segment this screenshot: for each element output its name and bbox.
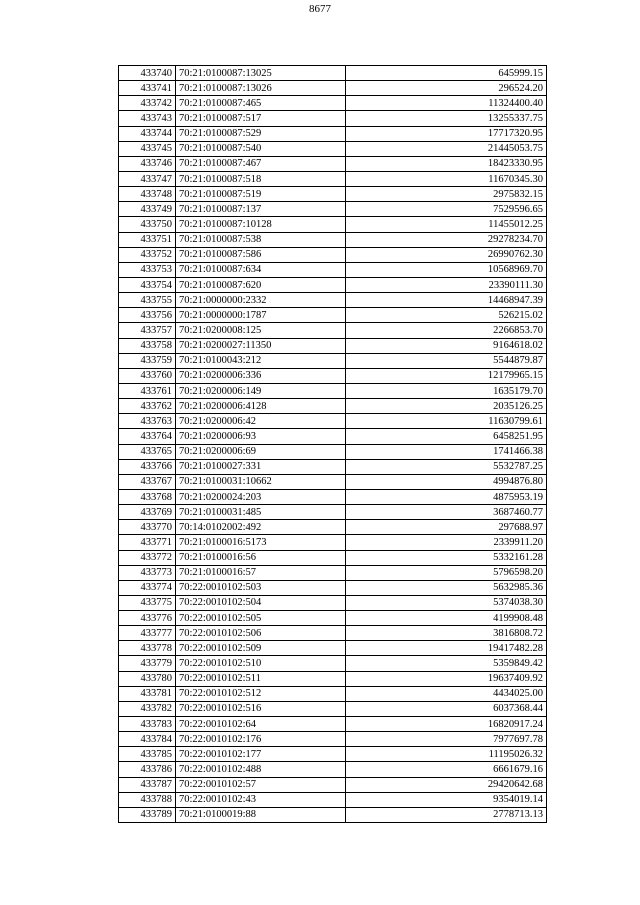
- cadastral-value-cell: 645999.15: [346, 66, 547, 81]
- cadastral-number-cell: 70:21:0100031:10662: [176, 474, 346, 489]
- cadastral-value-cell: 16820917.24: [346, 717, 547, 732]
- cadastral-value-cell: 11670345.30: [346, 171, 547, 186]
- table-row: [119, 717, 547, 732]
- cadastral-number-cell: 70:21:0000000:2332: [176, 293, 346, 308]
- row-number-cell: 433760: [119, 368, 176, 383]
- row-number-cell: 433745: [119, 141, 176, 156]
- page-number: 8677: [309, 3, 331, 15]
- table-row: [119, 111, 547, 126]
- cadastral-value-cell: 7977697.78: [346, 732, 547, 747]
- table-row: [119, 807, 547, 822]
- table-row: [119, 474, 547, 489]
- cadastral-number-cell: 70:21:0100027:331: [176, 459, 346, 474]
- table-row: [119, 580, 547, 595]
- cadastral-number-cell: 70:21:0100087:10128: [176, 217, 346, 232]
- row-number-cell: 433770: [119, 520, 176, 535]
- table-row: [119, 671, 547, 686]
- cadastral-number-cell: 70:21:0100087:538: [176, 232, 346, 247]
- row-number-cell: 433779: [119, 656, 176, 671]
- table-row: [119, 792, 547, 807]
- row-number-cell: 433743: [119, 111, 176, 126]
- table-row: [119, 611, 547, 626]
- cadastral-number-cell: 70:21:0100087:529: [176, 126, 346, 141]
- table-row: [119, 762, 547, 777]
- cadastral-number-cell: 70:21:0100087:467: [176, 156, 346, 171]
- table-row: [119, 353, 547, 368]
- row-number-cell: 433763: [119, 414, 176, 429]
- table-row: [119, 429, 547, 444]
- row-number-cell: 433764: [119, 429, 176, 444]
- cadastral-number-cell: 70:22:0010102:64: [176, 717, 346, 732]
- table-row: [119, 187, 547, 202]
- row-number-cell: 433775: [119, 595, 176, 610]
- cadastral-number-cell: 70:21:0100031:485: [176, 505, 346, 520]
- row-number-cell: 433771: [119, 535, 176, 550]
- cadastral-value-cell: 5359849.42: [346, 656, 547, 671]
- cadastral-number-cell: 70:21:0200006:149: [176, 383, 346, 398]
- row-number-cell: 433758: [119, 338, 176, 353]
- row-number-cell: 433777: [119, 626, 176, 641]
- table-row: [119, 686, 547, 701]
- row-number-cell: 433754: [119, 277, 176, 292]
- row-number-cell: 433787: [119, 777, 176, 792]
- cadastral-value-cell: 11324400.40: [346, 96, 547, 111]
- cadastral-value-cell: 9164618.02: [346, 338, 547, 353]
- row-number-cell: 433744: [119, 126, 176, 141]
- table-row: [119, 126, 547, 141]
- row-number-cell: 433746: [119, 156, 176, 171]
- cadastral-number-cell: 70:21:0100087:540: [176, 141, 346, 156]
- cadastral-value-cell: 26990762.30: [346, 247, 547, 262]
- cadastral-number-cell: 70:22:0010102:505: [176, 611, 346, 626]
- table-row: [119, 141, 547, 156]
- cadastral-value-cell: 11630799.61: [346, 414, 547, 429]
- cadastral-value-cell: 2339911.20: [346, 535, 547, 550]
- cadastral-number-cell: 70:14:0102002:492: [176, 520, 346, 535]
- cadastral-value-cell: 23390111.30: [346, 277, 547, 292]
- row-number-cell: 433780: [119, 671, 176, 686]
- table-row: [119, 535, 547, 550]
- cadastral-value-cell: 5332161.28: [346, 550, 547, 565]
- table-row: [119, 277, 547, 292]
- cadastral-number-cell: 70:21:0100087:519: [176, 187, 346, 202]
- cadastral-value-cell: 3816808.72: [346, 626, 547, 641]
- cadastral-value-cell: 11195026.32: [346, 747, 547, 762]
- table-row: [119, 550, 547, 565]
- row-number-cell: 433756: [119, 308, 176, 323]
- table-row: [119, 505, 547, 520]
- row-number-cell: 433762: [119, 399, 176, 414]
- row-number-cell: 433748: [119, 187, 176, 202]
- table-row: [119, 217, 547, 232]
- cadastral-number-cell: 70:21:0100087:634: [176, 262, 346, 277]
- table-row: [119, 641, 547, 656]
- table-row: [119, 656, 547, 671]
- table-row: [119, 732, 547, 747]
- table-row: [119, 171, 547, 186]
- cadastral-value-cell: 18423330.95: [346, 156, 547, 171]
- table-row: [119, 414, 547, 429]
- cadastral-number-cell: 70:21:0100016:56: [176, 550, 346, 565]
- table-row: [119, 368, 547, 383]
- cadastral-value-cell: 14468947.39: [346, 293, 547, 308]
- cadastral-number-cell: 70:22:0010102:504: [176, 595, 346, 610]
- table-row: [119, 66, 547, 81]
- cadastral-value-cell: 19637409.92: [346, 671, 547, 686]
- cadastral-number-cell: 70:21:0100087:518: [176, 171, 346, 186]
- cadastral-value-cell: 17717320.95: [346, 126, 547, 141]
- row-number-cell: 433759: [119, 353, 176, 368]
- cadastral-value-cell: 5532787.25: [346, 459, 547, 474]
- cadastral-value-cell: 526215.02: [346, 308, 547, 323]
- table-row: [119, 202, 547, 217]
- row-number-cell: 433773: [119, 565, 176, 580]
- cadastral-number-cell: 70:21:0100087:586: [176, 247, 346, 262]
- cadastral-value-cell: 4434025.00: [346, 686, 547, 701]
- table-row: [119, 444, 547, 459]
- row-number-cell: 433786: [119, 762, 176, 777]
- cadastral-number-cell: 70:22:0010102:176: [176, 732, 346, 747]
- row-number-cell: 433776: [119, 611, 176, 626]
- cadastral-value-cell: 3687460.77: [346, 505, 547, 520]
- cadastral-value-cell: 7529596.65: [346, 202, 547, 217]
- cadastral-number-cell: 70:22:0010102:506: [176, 626, 346, 641]
- cadastral-value-cell: 11455012.25: [346, 217, 547, 232]
- table-row: [119, 459, 547, 474]
- row-number-cell: 433747: [119, 171, 176, 186]
- row-number-cell: 433755: [119, 293, 176, 308]
- row-number-cell: 433783: [119, 717, 176, 732]
- cadastral-value-cell: 29420642.68: [346, 777, 547, 792]
- row-number-cell: 433741: [119, 81, 176, 96]
- cadastral-value-cell: 1741466.38: [346, 444, 547, 459]
- row-number-cell: 433749: [119, 202, 176, 217]
- row-number-cell: 433761: [119, 383, 176, 398]
- cadastral-number-cell: 70:21:0200006:93: [176, 429, 346, 444]
- row-number-cell: 433750: [119, 217, 176, 232]
- row-number-cell: 433788: [119, 792, 176, 807]
- cadastral-number-cell: 70:22:0010102:177: [176, 747, 346, 762]
- cadastral-value-cell: 1635179.70: [346, 383, 547, 398]
- table-row: [119, 565, 547, 580]
- cadastral-value-cell: 21445053.75: [346, 141, 547, 156]
- row-number-cell: 433781: [119, 686, 176, 701]
- table-row: [119, 156, 547, 171]
- table-row: [119, 338, 547, 353]
- row-number-cell: 433785: [119, 747, 176, 762]
- cadastral-value-cell: 296524.20: [346, 81, 547, 96]
- table-row: [119, 383, 547, 398]
- cadastral-value-cell: 2778713.13: [346, 807, 547, 822]
- cadastral-number-cell: 70:21:0100043:212: [176, 353, 346, 368]
- cadastral-number-cell: 70:22:0010102:512: [176, 686, 346, 701]
- table-row: [119, 489, 547, 504]
- row-number-cell: 433772: [119, 550, 176, 565]
- table-row: [119, 777, 547, 792]
- row-number-cell: 433774: [119, 580, 176, 595]
- cadastral-value-cell: 5632985.36: [346, 580, 547, 595]
- table-row: [119, 293, 547, 308]
- cadastral-number-cell: 70:21:0200006:69: [176, 444, 346, 459]
- cadastral-value-cell: 10568969.70: [346, 262, 547, 277]
- table-row: [119, 96, 547, 111]
- cadastral-value-cell: 13255337.75: [346, 111, 547, 126]
- table-row: [119, 247, 547, 262]
- cadastral-value-cell: 29278234.70: [346, 232, 547, 247]
- row-number-cell: 433757: [119, 323, 176, 338]
- cadastral-number-cell: 70:21:0100087:137: [176, 202, 346, 217]
- row-number-cell: 433766: [119, 459, 176, 474]
- table-row: [119, 520, 547, 535]
- cadastral-number-cell: 70:22:0010102:511: [176, 671, 346, 686]
- row-number-cell: 433767: [119, 474, 176, 489]
- cadastral-number-cell: 70:21:0100019:88: [176, 807, 346, 822]
- cadastral-number-cell: 70:21:0200006:336: [176, 368, 346, 383]
- row-number-cell: 433784: [119, 732, 176, 747]
- cadastral-number-cell: 70:22:0010102:488: [176, 762, 346, 777]
- row-number-cell: 433778: [119, 641, 176, 656]
- cadastral-value-cell: 5374038.30: [346, 595, 547, 610]
- cadastral-value-cell: 2266853.70: [346, 323, 547, 338]
- cadastral-value-cell: 19417482.28: [346, 641, 547, 656]
- table-row: [119, 747, 547, 762]
- cadastral-value-cell: 6037368.44: [346, 701, 547, 716]
- cadastral-number-cell: 70:21:0000000:1787: [176, 308, 346, 323]
- row-number-cell: 433789: [119, 807, 176, 822]
- cadastral-number-cell: 70:21:0100087:620: [176, 277, 346, 292]
- cadastral-value-cell: 2975832.15: [346, 187, 547, 202]
- cadastral-number-cell: 70:22:0010102:509: [176, 641, 346, 656]
- row-number-cell: 433752: [119, 247, 176, 262]
- cadastral-value-cell: 6661679.16: [346, 762, 547, 777]
- row-number-cell: 433742: [119, 96, 176, 111]
- cadastral-number-cell: 70:22:0010102:510: [176, 656, 346, 671]
- table-row: [119, 626, 547, 641]
- cadastral-number-cell: 70:21:0100087:517: [176, 111, 346, 126]
- cadastral-value-cell: 5796598.20: [346, 565, 547, 580]
- cadastral-value-table: [118, 65, 547, 823]
- cadastral-value-cell: 4994876.80: [346, 474, 547, 489]
- cadastral-number-cell: 70:21:0200006:4128: [176, 399, 346, 414]
- cadastral-number-cell: 70:21:0200006:42: [176, 414, 346, 429]
- row-number-cell: 433751: [119, 232, 176, 247]
- cadastral-number-cell: 70:21:0100087:465: [176, 96, 346, 111]
- cadastral-value-cell: 4199908.48: [346, 611, 547, 626]
- table-row: [119, 232, 547, 247]
- cadastral-value-cell: 297688.97: [346, 520, 547, 535]
- cadastral-value-cell: 4875953.19: [346, 489, 547, 504]
- cadastral-number-cell: 70:22:0010102:516: [176, 701, 346, 716]
- table-row: [119, 308, 547, 323]
- cadastral-value-cell: 6458251.95: [346, 429, 547, 444]
- row-number-cell: 433768: [119, 489, 176, 504]
- cadastral-number-cell: 70:21:0100016:5173: [176, 535, 346, 550]
- table-row: [119, 81, 547, 96]
- row-number-cell: 433769: [119, 505, 176, 520]
- cadastral-number-cell: 70:21:0100087:13026: [176, 81, 346, 96]
- cadastral-value-cell: 12179965.15: [346, 368, 547, 383]
- cadastral-number-cell: 70:22:0010102:503: [176, 580, 346, 595]
- table-row: [119, 701, 547, 716]
- table-row: [119, 323, 547, 338]
- cadastral-value-cell: 2035126.25: [346, 399, 547, 414]
- table-row: [119, 595, 547, 610]
- row-number-cell: 433740: [119, 66, 176, 81]
- cadastral-number-cell: 70:21:0200027:11350: [176, 338, 346, 353]
- cadastral-number-cell: 70:21:0200024:203: [176, 489, 346, 504]
- row-number-cell: 433765: [119, 444, 176, 459]
- table-body: [119, 66, 547, 823]
- table-row: [119, 262, 547, 277]
- table-row: [119, 399, 547, 414]
- cadastral-number-cell: 70:21:0100087:13025: [176, 66, 346, 81]
- row-number-cell: 433782: [119, 701, 176, 716]
- cadastral-number-cell: 70:22:0010102:57: [176, 777, 346, 792]
- cadastral-number-cell: 70:21:0100016:57: [176, 565, 346, 580]
- cadastral-number-cell: 70:21:0200008:125: [176, 323, 346, 338]
- cadastral-number-cell: 70:22:0010102:43: [176, 792, 346, 807]
- cadastral-value-cell: 9354019.14: [346, 792, 547, 807]
- cadastral-value-cell: 5544879.87: [346, 353, 547, 368]
- row-number-cell: 433753: [119, 262, 176, 277]
